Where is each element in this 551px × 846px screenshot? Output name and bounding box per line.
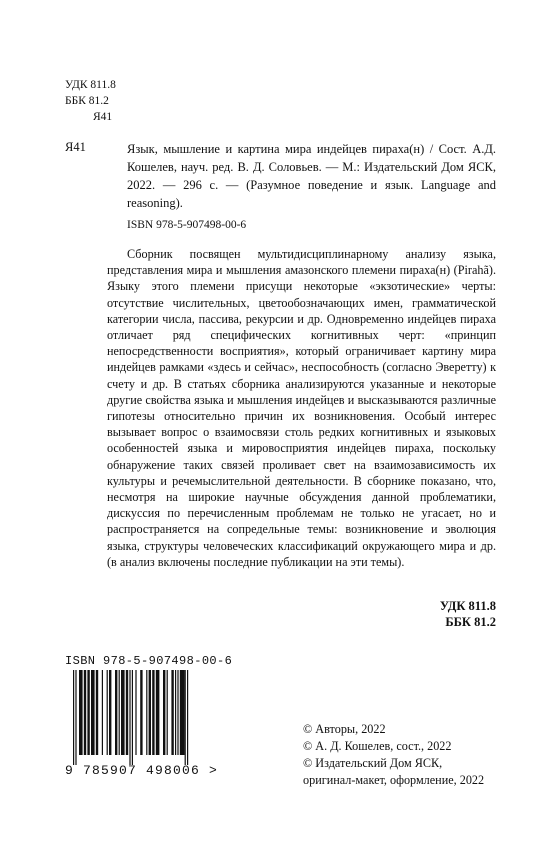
copyright-line: оригинал-макет, оформление, 2022 [303,773,485,787]
bibliographic-record: Язык, мышление и картина мира индейцев пираха(н) / Сост. А.Д. Кошелев, науч. ред. В. Д. Соловьев. — М.: Издательский Дом ЯСК, 2022. — 296 с. — (Разумное поведение и язык. Language and reasoning). [127,142,496,210]
barcode-icon [65,670,215,765]
udk-code: УДК 811.8 [65,79,116,91]
bbk-code-bottom: ББК 81.2 [445,615,496,629]
isbn-line: ISBN 978-5-907498-00-6 [127,219,247,231]
udk-code-bottom: УДК 811.8 [439,599,496,613]
barcode-block [65,654,233,778]
copyright-line: © Авторы, 2022 [303,722,386,736]
author-code: Я41 [65,140,86,154]
copyright-line: © Издательский Дом ЯСК, [303,756,443,770]
barcode-digits: 9 785907 498006 > [65,763,219,778]
classification-block-bottom [440,598,496,630]
bbk-code: ББК 81.2 [65,95,109,107]
classification-block-top [65,77,116,125]
copyright-block [303,721,484,789]
author-mark: Я41 [93,111,113,123]
abstract-paragraph: Сборник посвящен мультидисциплинарному анализу языка, представления мира и мышления амазонского племени пираха(н) (Pirahã). Языку этого племени присущи некоторые «экзотические» черты: отсутствие числительных, цветообозначающих имен, грамматической категории числа, пассива, рекурсии и др. Одновременно индейцев пираха отличает ряд специфических когнитивных черт: «принцип непосредственности восприятия», который ограничивает картину мира индейцев рамками «здесь и сейчас», неспособность (согласно Эверетту) к счету и др. В статьях сборника анализируются указанные и некоторые другие свойства языка и мышления индейцев и высказываются различные гипотезы относительно причин их возникновения. Особый интерес вызывает вопрос о взаимосвязи столь редких когнитивных и языковых особенностей языка и мировосприятия индейцев пираха, поскольку обнаружение таких связей проливает свет на взаимозависимость их культуры и речемыслительной деятельности. В сборнике показано, что, несмотря на широкие научные обсуждения данной проблематики, дискуссия по перечисленным проблемам не только не угасает, но и распространяется на сопредельные темы: возникновение и эволюция языка, структуры человеческих классификаций окружающего мира и др. (в анализ включены последние публикации на эти темы). [107,247,496,569]
barcode-isbn-label: ISBN 978-5-907498-00-6 [65,654,233,668]
copyright-line: © А. Д. Кошелев, сост., 2022 [303,739,452,753]
